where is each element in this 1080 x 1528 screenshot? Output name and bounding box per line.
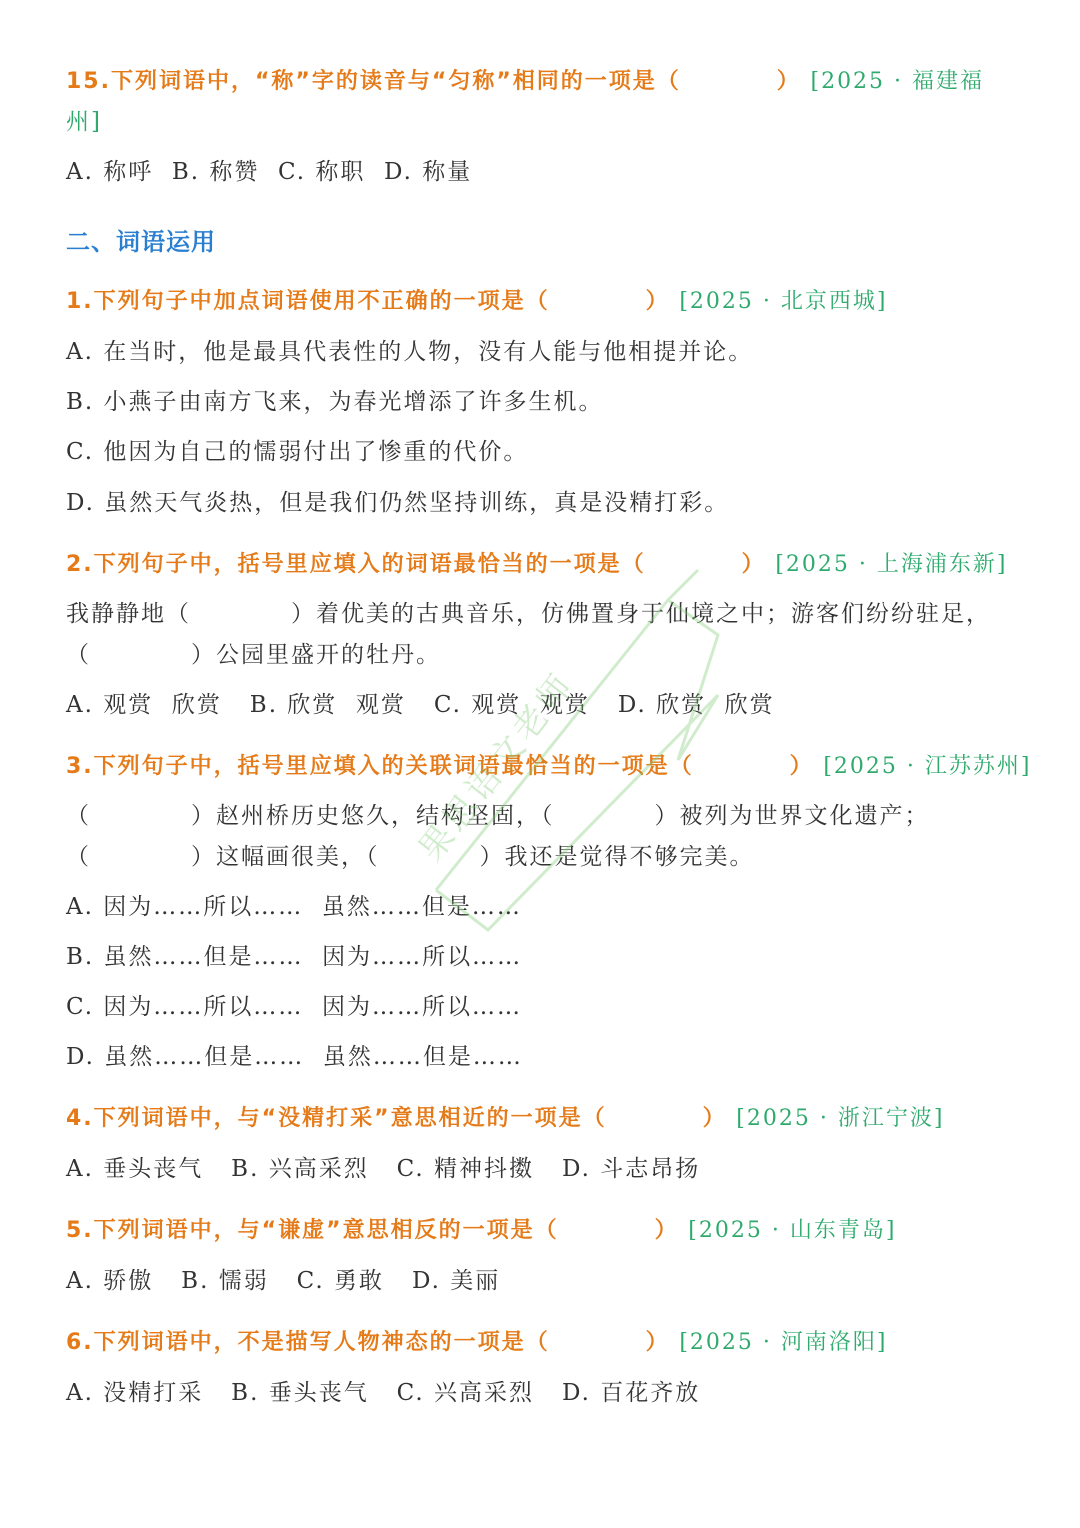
q4-stem bbox=[66, 1103, 944, 1135]
q3-text: 3.下列句子中，括号里应填入的关联词语最恰当的一项是（ ） bbox=[66, 754, 814, 779]
q1-text: 1.下列句子中加点词语使用不正确的一项是（ ） bbox=[66, 289, 670, 314]
q5-source: [2025 · 山东青岛] bbox=[688, 1218, 897, 1243]
q1-source: [2025 · 北京西城] bbox=[679, 289, 888, 314]
q2-source: [2025 · 上海浦东新] bbox=[775, 552, 1008, 577]
q6-text: 6.下列词语中，不是描写人物神态的一项是（ ） bbox=[66, 1330, 670, 1355]
watermark-text: 果思语文老师 bbox=[410, 664, 583, 869]
q5-text: 5.下列词语中，与“谦虚”意思相反的一项是（ ） bbox=[66, 1218, 679, 1243]
q1-option-b: B. 小燕子由南方飞来，为春光增添了许多生机。 bbox=[66, 389, 604, 415]
q15-text: 15.下列词语中，“称”字的读音与“匀称”相同的一项是（ ） bbox=[66, 69, 801, 94]
q1-option-a: A. 在当时，他是最具代表性的人物，没有人能与他相提并论。 bbox=[66, 339, 754, 365]
q3-source: [2025 · 江苏苏州] bbox=[823, 754, 1032, 779]
q5-options: A. 骄傲 B. 懦弱 C. 勇敢 D. 美丽 bbox=[66, 1268, 501, 1294]
q3-sentence-1: （ ）赵州桥历史悠久，结构坚固，（ ）被列为世界文化遗产； bbox=[66, 803, 930, 829]
q4-options: A. 垂头丧气 B. 兴高采烈 C. 精神抖擞 D. 斗志昂扬 bbox=[66, 1156, 701, 1182]
q3-sentence-2: （ ）这幅画很美，（ ）我还是觉得不够完美。 bbox=[66, 844, 755, 870]
q6-stem bbox=[66, 1327, 887, 1359]
q2-stem bbox=[66, 549, 1007, 581]
q2-sentence-2: （ ）公园里盛开的牡丹。 bbox=[66, 642, 441, 668]
q2-options: A. 观赏 欣赏 B. 欣赏 观赏 C. 观赏 观赏 D. 欣赏 欣赏 bbox=[66, 692, 775, 718]
q4-source: [2025 · 浙江宁波] bbox=[736, 1106, 945, 1131]
q4-text: 4.下列词语中，与“没精打采”意思相近的一项是（ ） bbox=[66, 1106, 727, 1131]
q15-stem bbox=[66, 66, 984, 98]
q1-option-c: C. 他因为自己的懦弱付出了惨重的代价。 bbox=[66, 439, 529, 465]
section-title: 二、词语运用 bbox=[66, 228, 216, 256]
q3-option-d: D. 虽然……但是…… 虽然……但是…… bbox=[66, 1044, 523, 1070]
q15-options: A. 称呼 B. 称赞 C. 称职 D. 称量 bbox=[66, 159, 473, 185]
q2-sentence-1: 我静静地（ ）着优美的古典音乐，仿佛置身于仙境之中；游客们纷纷驻足， bbox=[66, 601, 991, 627]
q1-stem bbox=[66, 286, 887, 318]
q1-option-d: D. 虽然天气炎热，但是我们仍然坚持训练，真是没精打彩。 bbox=[66, 490, 730, 516]
q15-source: [2025 · 福建福 bbox=[810, 69, 985, 94]
q3-option-a: A. 因为……所以…… 虽然……但是…… bbox=[66, 894, 522, 920]
q3-option-b: B. 虽然……但是…… 因为……所以…… bbox=[66, 944, 523, 970]
q5-stem bbox=[66, 1215, 896, 1247]
q6-source: [2025 · 河南洛阳] bbox=[679, 1330, 888, 1355]
q6-options: A. 没精打采 B. 垂头丧气 C. 兴高采烈 D. 百花齐放 bbox=[66, 1380, 701, 1406]
q3-stem bbox=[66, 751, 1031, 783]
q2-text: 2.下列句子中，括号里应填入的词语最恰当的一项是（ ） bbox=[66, 552, 766, 577]
q3-option-c: C. 因为……所以…… 因为……所以…… bbox=[66, 994, 523, 1020]
q15-source-cont: 州] bbox=[66, 109, 102, 135]
